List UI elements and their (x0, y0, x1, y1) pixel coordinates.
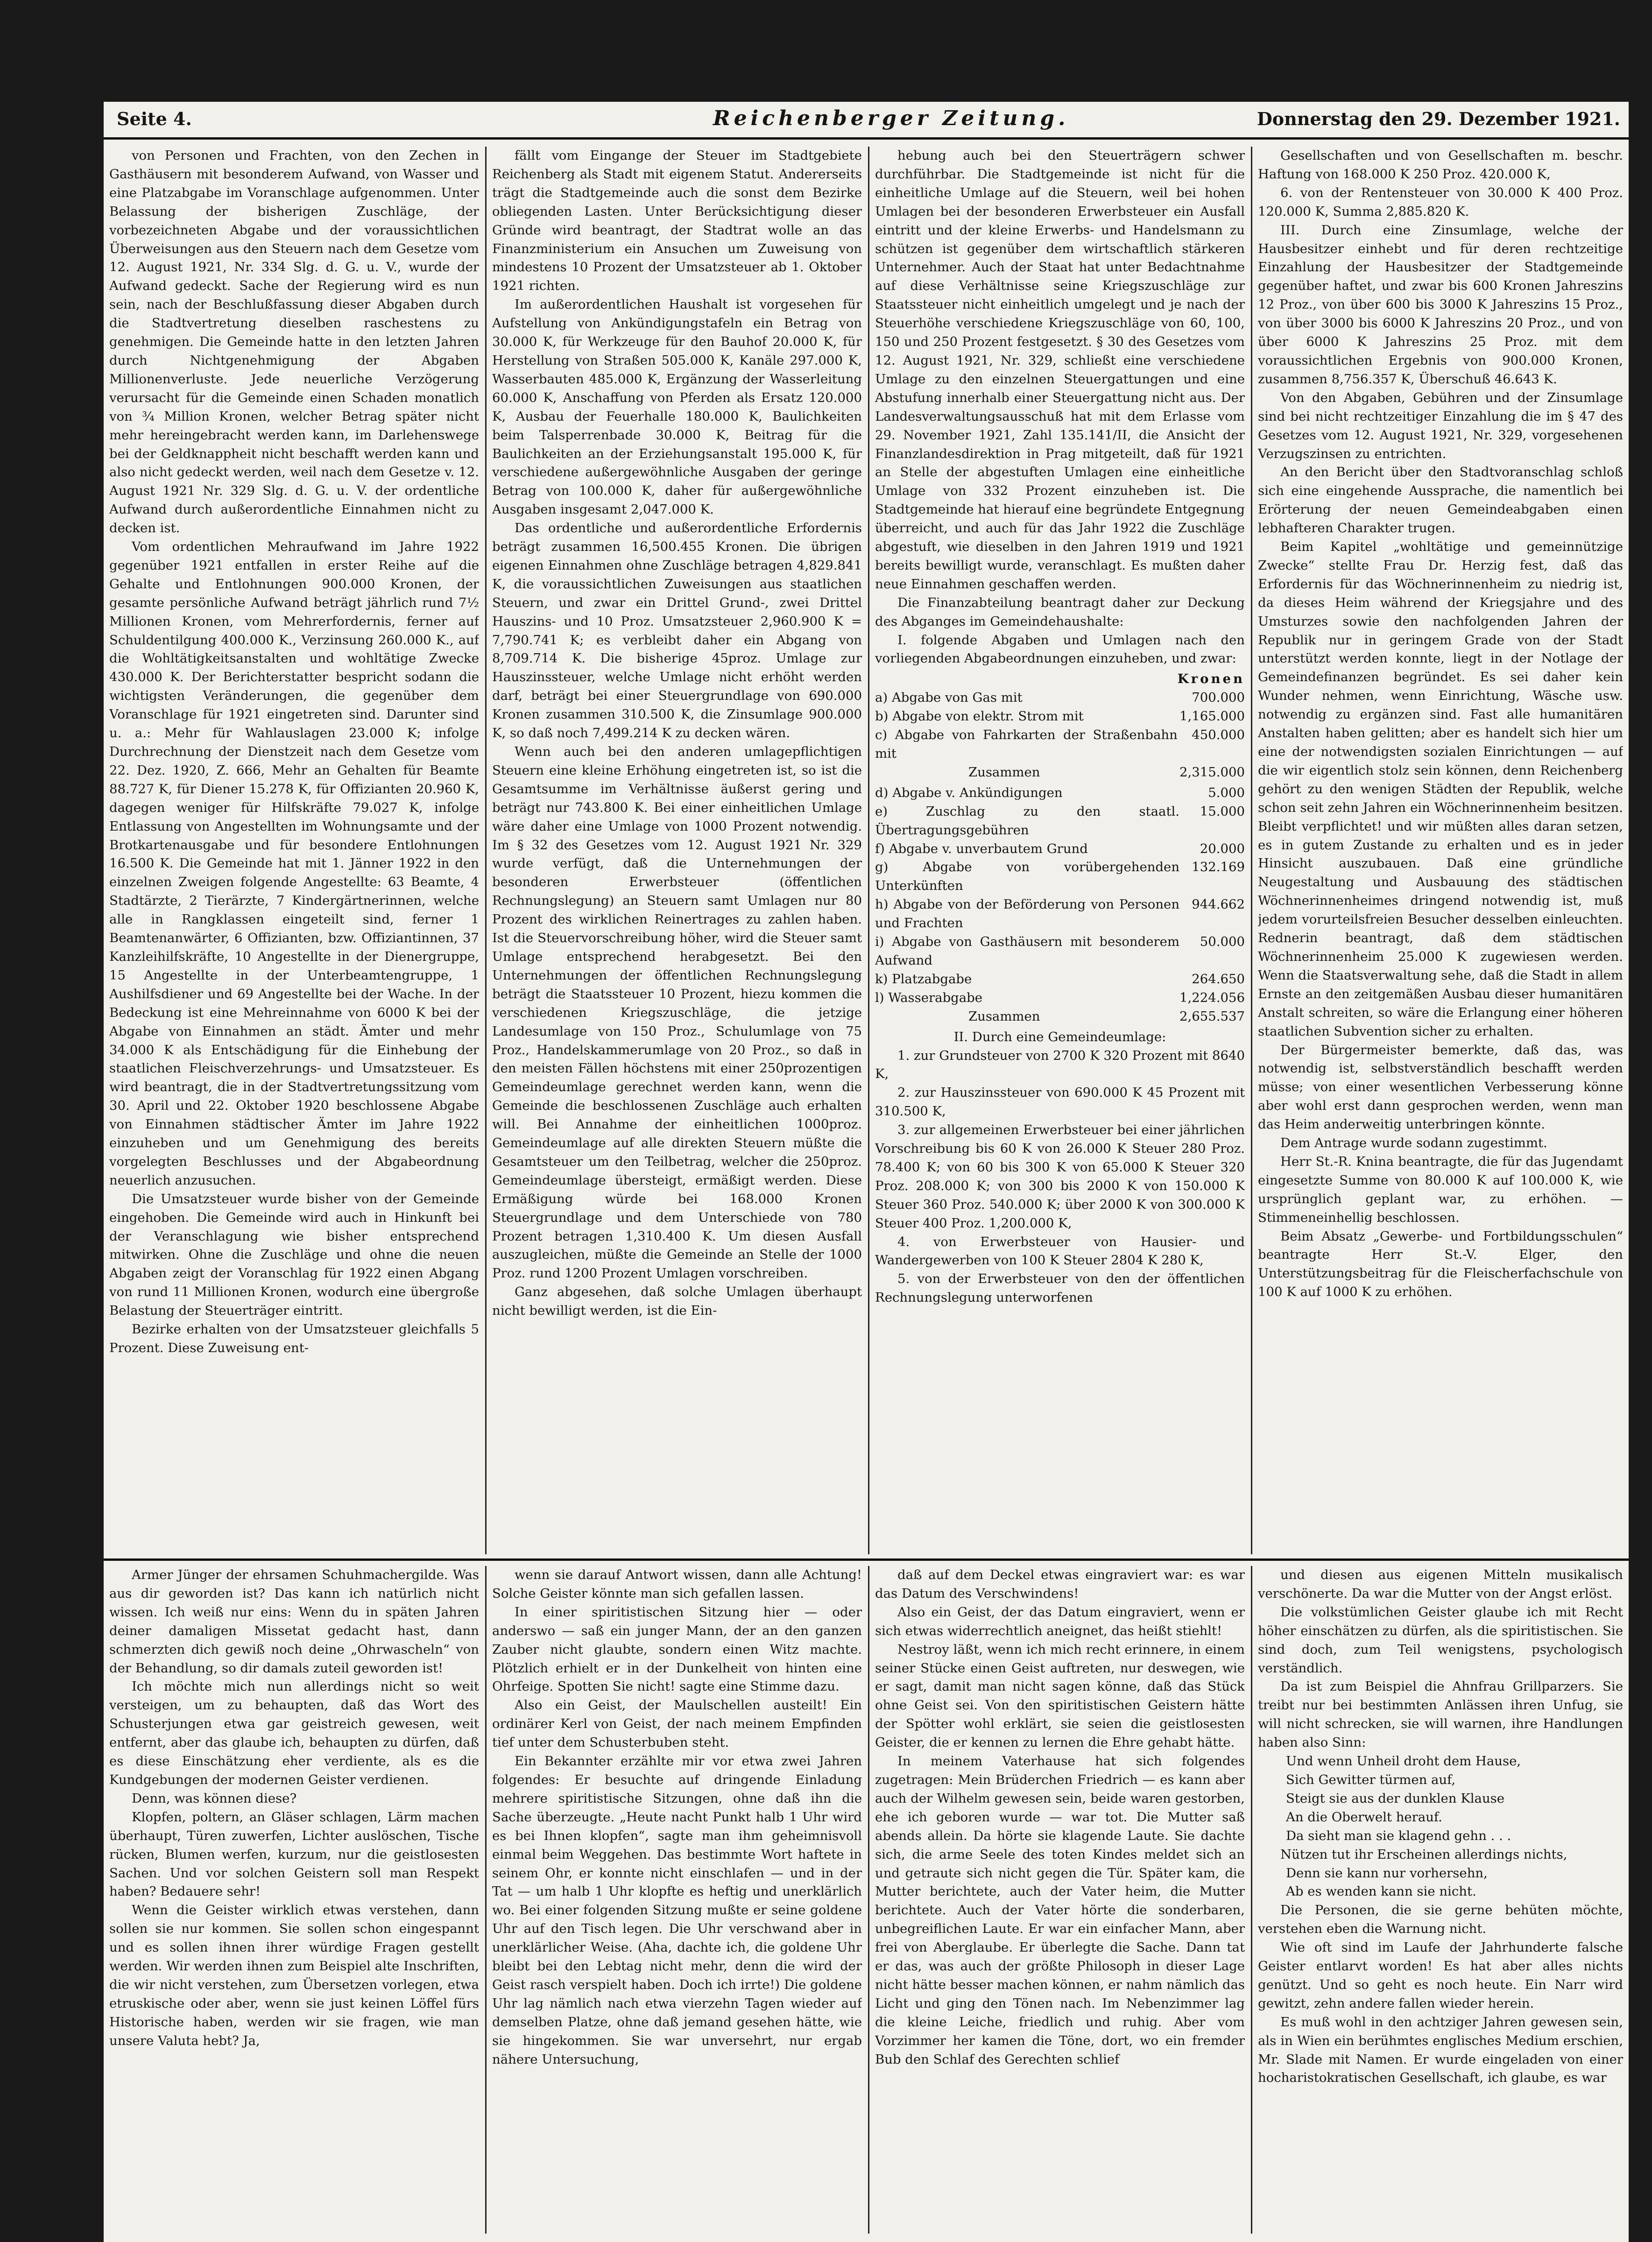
bottom-column-3 (875, 1566, 1245, 2234)
paragraph: Klopfen, poltern, an Gläser schlagen, Lärm machen überhaupt, Türen zuwerfen, Lichter auslöschen, Tische rücken, Blumen werfen, kurzum, nur die geistlosesten Sachen. Und vor solchen Geistern soll man Respekt haben? Bedauere sehr! (109, 1809, 479, 1899)
paragraph: Ganz abgesehen, daß solche Umlagen überhaupt nicht bewilligt werden, ist die Ein- (492, 1284, 862, 1318)
paragraph: Ich möchte mich nun allerdings nicht so weit versteigen, um zu behaupten, daß das Wort des Schusterjungen etwa gar geistreich gewesen, weit entfernt, aber das glaube ich, behaupten zu dürfen, daß es diese Einschätzung eher verdiente, als es die Kundgebungen der modernen Geister verdienen. (109, 1679, 479, 1787)
top-column-3 (875, 147, 1245, 1554)
page-header (104, 102, 1629, 130)
top-column-2 (492, 147, 862, 1554)
page-number: Seite 4. (117, 108, 192, 129)
table-row: f) Abgabe v. unverbautem Grund 20.000 (875, 841, 1245, 856)
table-row: b) Abgabe von elektr. Strom mit 1,165.000 (875, 709, 1245, 724)
table-row: c) Abgabe von Fahrkarten der Straßenbahn mit 450.000 (875, 727, 1245, 761)
list-item: 3. zur allgemeinen Erwerbsteuer bei einer jährlichen Vorschreibung bis 60 K von 26.000 K Steuer 280 Proz. 78.400 K; von 60 bis 300 K von 65.000 K Steuer 320 Proz. 208.000 K; von 300 bis 2000 K von 150.000 K Steuer 360 Proz. 540.000 K; über 2000 K von 300.000 K Steuer 400 Proz. 1,200.000 K, (875, 1122, 1245, 1231)
paragraph: I. folgende Abgaben und Umlagen nach den vorliegenden Abgabeordnungen einzuheben, und zwar: (875, 632, 1245, 666)
kronen-heading: Kronen (1177, 671, 1245, 687)
paragraph: Also ein Geist, der Maulschellen austeilt! Ein ordinärer Kerl von Geist, der nach meinem Empfinden tief unter dem Schusterbuben steht. (492, 1698, 862, 1750)
paragraph: Die Personen, die sie gerne behüten möchte, verstehen eben die Warnung nicht. (1258, 1903, 1623, 1937)
newspaper-page (104, 102, 1629, 2242)
paragraph: Nestroy läßt, wenn ich mich recht erinnere, in einem seiner Stücke einen Geist auftreten, nur deswegen, wie er sagt, damit man nicht sagen könne, daß das Stück ohne Geist sei. Von den spiritistischen Geistern hätte der Spötter wohl erklärt, sie seien die geistlosesten Geister, die er kennen zu lernen die Ehre gehabt hätte. (875, 1642, 1245, 1750)
paragraph: Von den Abgaben, Gebühren und der Zinsumlage sind bei nicht rechtzeitiger Einzahlung die im § 47 des Gesetzes vom 12. August 1921, Nr. 329, vorgesehenen Verzugszinsen zu entrichten. (1258, 390, 1623, 461)
bottom-column-2 (492, 1566, 862, 2234)
paragraph: Im außerordentlichen Haushalt ist vorgesehen für Aufstellung von Ankündigungstafeln ein Betrag von 30.000 K, für Werkzeuge für den Bauhof 20.000 K, für Herstellung von Straßen 505.000 K, Kanäle 297.000 K, Wasserbauten 485.000 K, Ergänzung der Wasserleitung 60.000 K, Anschaffung von Pferden als Ersatz 120.000 K, Ausbau der Feuerhalle 180.000 K, Baulichkeiten beim Talsperrenbade 30.000 K, Beitrag für die Baulichkeiten an der Erziehungsanstalt 195.000 K, für verschiedene außergewöhnliche Ausgaben der geringe Betrag von 100.000 K, daher für außergewöhnliche Ausgaben insgesamt 2,047.000 K. (492, 297, 862, 517)
paragraph: hebung auch bei den Steuerträgern schwer durchführbar. Die Stadtgemeinde ist nicht für die einheitliche Umlage auf die Steuern, weil bei hohen Umlagen bei der besonderen Erwerbsteuer ein Ausfall eintritt und der kleine Erwerbs- und Handelsmann zu schützen ist gegenüber dem wirtschaftlich stärkeren Unternehmer. Auch der Staat hat unter Bedachtnahme auf diese Verhältnisse seine Kriegszuschläge zur Staatssteuer nicht einheitlich umgelegt und je nach der Steuerhöhe verschiedene Kriegszuschläge von 60, 100, 150 und 250 Prozent festgesetzt. § 30 des Gesetzes vom 12. August 1921, Nr. 329, schließt eine verschiedene Umlage zu den einzelnen Steuergattungen und eine Abstufung innerhalb einer Steuergattung nicht aus. Der Landesverwaltungsausschuß hat mit dem Erlasse vom 29. November 1921, Zahl 135.141/II, die Ansicht der Finanzlandesdirektion in Prag mitgeteilt, daß für 1921 an Stelle der abgestuften Umlagen eine einheitliche Umlage von 332 Prozent einzuheben ist. Die Stadtgemeinde hat hierauf eine begründete Entgegnung überreicht, und auch für das Jahr 1922 die Zuschläge abgestuft, wie dieselben in den Jahren 1919 und 1921 bereits bewilligt wurde, veranschlagt. Es mußten daher neue Einnahmen geschaffen werden. (875, 148, 1245, 592)
paragraph: Wenn auch bei den anderen umlagepflichtigen Steuern eine kleine Erhöhung eingetreten ist, so ist die Gesamtsumme im Verhältnisse äußerst gering und beträgt nur 743.800 K. Bei einer einheitlichen Umlage wäre daher eine Umlage von 1000 Prozent notwendig. Im § 32 des Gesetzes vom 12. August 1921 Nr. 329 wurde verfügt, daß die Unternehmungen der besonderen Erwerbsteuer (öffentlichen Rechnungslegung) an Steuern samt Umlagen nur 80 Prozent des wirklichen Reinertrages zu zahlen haben. Ist die Steuervorschreibung höher, wird die Steuer samt Umlage entsprechend herabgesetzt. Bei den Unternehmungen der öffentlichen Rechnungslegung beträgt die Staatssteuer 10 Prozent, hiezu kommen die verschiedenen Kriegszuschläge, die jetzige Landesumlage von 150 Proz., Schulumlage von 75 Proz., Handelskammerumlage von 20 Proz., so daß in den meisten Fällen höchstens mit einer 250prozentigen Gemeindeumlage gerechnet werden kann, wenn die Gemeinde die beschlossenen Zuschläge auch erhalten will. Bei Annahme der einheitlichen 1000proz. Gemeindeumlage auf alle direkten Steuern müßte die Gesamtsteuer um den Teilbetrag, welcher die 250proz. Gemeindeumlage übersteigt, ermäßigt werden. Diese Ermäßigung würde bei 168.000 Kronen Steuergrundlage und dem Unterschiede von 780 Prozent betragen 1,310.400 K. Um diesen Ausfall auszugleichen, müßte die Gemeinde an Stelle der 1000 Proz. rund 1200 Prozent Umlagen vorschreiben. (492, 744, 862, 1281)
table-row: d) Abgabe v. Ankündigungen 5.000 (875, 785, 1245, 800)
list-item: 5. von der Erwerbsteuer von den der öffentlichen Rechnungslegung unterworfenen (875, 1271, 1245, 1305)
paragraph: An den Bericht über den Stadtvoranschlag schloß sich eine eingehende Aussprache, die namentlich bei Erörterung der neuen Gemeindeabgaben einen lebhafteren Charakter trugen. (1258, 465, 1623, 536)
paragraph: 6. von der Rentensteuer von 30.000 K 400 Proz. 120.000 K, Summa 2,885.820 K. (1258, 185, 1623, 219)
table-sum-row: Zusammen 2,655.537 (968, 1008, 1245, 1024)
section-heading: II. Durch eine Gemeindeumlage: (953, 1029, 1166, 1044)
paragraph: In meinem Vaterhause hat sich folgendes zugetragen: Mein Brüderchen Friedrich — es kann aber auch der Wilhelm gewesen sein, beide waren gestorben, ehe ich geboren wurde — war tot. Die Mutter saß abends allein. Da hörte sie klagende Laute. Sie dachte sich, die arme Seele des toten Kindes meldet sich an und getraute sich nicht gegen die Tür. Später kam, die Mutter berichtete, auch der Vater heim, die Mutter berichtete. Auch der Vater hörte die sonderbaren, unbegreiflichen Laute. Er war ein einfacher Mann, aber frei von Aberglaube. Er überlegte die Sache. Dann tat er das, was auch der größte Philosoph in dieser Lage nicht hätte besser machen können, er nahm nämlich das Licht und ging den Tönen nach. Im Nebenzimmer lag die kleine Leiche, friedlich und ruhig. Aber vom Vorzimmer her kamen die Töne, dort, wo ein fremder Bub den Schlaf des Gerechten schlief (875, 1754, 1245, 2067)
list-item: 2. zur Hauszinssteuer von 690.000 K 45 Prozent mit 310.500 K, (875, 1085, 1245, 1119)
poem-line: Steigt sie aus der dunklen Klause (1286, 1791, 1505, 1806)
paragraph: Beim Absatz „Gewerbe- und Fortbildungsschulen“ beantragte Herr St.-V. Elger, den Unterstützungsbeitrag für die Fleischerfachschule von 100 K auf 1000 K zu erhöhen. (1258, 1228, 1623, 1300)
paragraph: Die Umsatzsteuer wurde bisher von der Gemeinde eingehoben. Die Gemeinde wird auch in Hinkunft bei der Veranschlagung wie bisher entsprechend mitwirken. Ohne die Zuschläge und ohne die neuen Abgaben zeigt der Voranschlag für 1922 einen Abgang von rund 11 Millionen Kronen, wodurch eine übergroße Belastung der Steuerträger eintritt. (109, 1191, 479, 1318)
poem-line: Denn sie kann nur vorhersehn, (1286, 1865, 1488, 1881)
paragraph: Bezirke erhalten von der Umsatzsteuer gleichfalls 5 Prozent. Diese Zuweisung ent- (109, 1322, 479, 1355)
paragraph: Herr St.-R. Knina beantragte, die für das Jugendamt eingesetzte Summe von 80.000 K auf 100.000 K, wie ursprünglich geplant war, zu erhöhen. — Stimmeneinhellig beschlossen. (1258, 1154, 1623, 1225)
paragraph: Es muß wohl in den achtziger Jahren gewesen sein, als in Wien ein berühmtes englisches Medium erschien, Mr. Slade mit Namen. Er wurde eingeladen von einer hocharistokratischen Gesellschaft, ich glaube, es war (1258, 2014, 1623, 2086)
paragraph: Das ordentliche und außerordentliche Erfordernis beträgt zusammen 16,500.455 Kronen. Die übrigen eigenen Einnahmen ohne Zuschläge betragen 4,829.841 K, die voraussichtlichen Zuweisungen aus staatlichen Steuern, und zwar ein Drittel Grund-, zwei Drittel Hauszins- und 10 Proz. Umsatzsteuer 2,960.900 K = 7,790.741 K; es verbleibt daher ein Abgang von 8,709.714 K. Die bisherige 45proz. Umlage zur Hauszinssteuer, welche Umlage nicht erhöht werden darf, beträgt bei einer Steuergrundlage von 690.000 Kronen zusammen 310.500 K, die Zinsumlage 900.000 K, so daß noch 7,499.214 K zu decken wären. (492, 521, 862, 741)
paragraph: Gesellschaften und von Gesellschaften m. beschr. Haftung von 168.000 K 250 Proz. 420.000 K, (1258, 148, 1623, 182)
table-row: l) Wasserabgabe 1,224.056 (875, 990, 1245, 1005)
bottom-column-1 (109, 1566, 479, 2234)
levy-table-1 (875, 670, 1245, 782)
poem-line: Sich Gewitter türmen auf, (1286, 1772, 1456, 1787)
paragraph: fällt vom Eingange der Steuer im Stadtgebiete Reichenberg als Stadt mit eigenem Statut. Andererseits trägt die Stadtgemeinde auch die sonst dem Bezirke obliegenden Lasten. Unter Berücksichtigung dieser Gründe wird beantragt, der Stadtrat wolle an das Finanzministerium ein Ansuchen um Zuweisung von mindestens 10 Prozent der Umsatzsteuer ab 1. Oktober 1921 richten. (492, 148, 862, 294)
poem-line: An die Oberwelt herauf. (1286, 1809, 1442, 1825)
paragraph: Wie oft sind im Laufe der Jahrhunderte falsche Geister entlarvt worden! Es hat aber alles nichts genützt. Und so geht es noch heute. Ein Narr wird gewitzt, zehn andere fallen wieder herein. (1258, 1940, 1623, 2011)
paragraph: Vom ordentlichen Mehraufwand im Jahre 1922 gegenüber 1921 entfallen in erster Reihe auf die Gehalte und Entlohnungen 900.000 Kronen, der gesamte persönliche Aufwand beträgt jährlich rund 7½ Millionen Kronen, vom Mehrerfordernis, ferner auf Schuldentilgung 400.000 K., Verzinsung 260.000 K., auf die Wohltätigkeitsanstalten und wohltätige Zwecke 430.000 K. Der Berichterstatter bespricht sodann die wichtigsten Veränderungen, die gegenüber dem Voranschlage für 1921 eingetreten sind. Darunter sind u. a.: Mehr für Wahlauslagen 23.000 K; infolge Durchrechnung der Dienstzeit nach dem Gesetze vom 22. Dez. 1920, Z. 666, Mehr an Gehalten für Beamte 88.727 K, für Diener 15.278 K, für Offizianten 20.960 K, dagegen weniger für Hilfskräfte 79.027 K, infolge Entlassung von Angestellten im Wohnungsamte und der Brotkartenausgabe und für besondere Entlohnungen 16.500 K. Die Gemeinde hat mit 1. Jänner 1922 in den einzelnen Zweigen folgende Angestellte: 63 Beamte, 4 Stadtärzte, 2 Tierärzte, 7 Kindergärtnerinnen, welche alle in Rangklassen eingeteilt sind, ferner 1 Beamtenanwärter, 6 Offizianten, bzw. Offiziantinnen, 37 Kanzleihilfskräfte, 10 Angestellte in der Dienergruppe, 15 Angestellte in der Unterbeamtengruppe, 1 Aushilfsdiener und 69 Angestellte bei der Wache. In der Bedeckung ist eine Mehreinnahme von 6000 K bei der Abgabe von Einnahmen an städt. Ämter und mehr 34.000 K als Entschädigung für die Einhebung der staatlichen Fleischverzehrungs- und Umsatzsteuer. Es wird beantragt, die in der Stadtvertretungssitzung vom 30. April und 22. Oktober 1920 beschlossene Abgabe von Einnahmen städtischer Ämter im Jahre 1922 einzuheben und um Genehmigung des bereits vorgelegten Beschlusses und der Abgabeordnung neuerlich anzusuchen. (109, 539, 479, 1188)
list-item: 4. von Erwerbsteuer von Hausier- und Wandergewerben von 100 K Steuer 2804 K 280 K, (875, 1234, 1245, 1268)
paragraph: In einer spiritistischen Sitzung hier — oder anderswo — saß ein junger Mann, der an den ganzen Zauber nicht glaubte, sondern einen Witz machte. Plötzlich erhielt er in der Dunkelheit von hinten eine Ohrfeige. Spotten Sie nicht! sagte eine Stimme dazu. (492, 1604, 862, 1694)
paragraph: von Personen und Frachten, von den Zechen in Gasthäusern mit besonderem Aufwand, von Wasser und eine Platzabgabe im Voranschlage aufgenommen. Unter Belassung der bisherigen Zuschläge, der vorbezeichneten Abgabe und der voraussichtlichen Überweisungen aus den Steuern nach dem Gesetze vom 12. August 1921, Nr. 334 Slg. d. G. u. V., wurde der Aufwand gedeckt. Sache der Regierung wird es nun sein, nach der Beschlußfassung dieser Abgaben durch die Stadtvertretung dieselben raschestens zu genehmigen. Die Gemeinde hatte in den letzten Jahren durch Nichtgenehmigung der Abgaben Millionenverluste. Jede neuerliche Verzögerung verursacht für die Gemeinde einen Schaden monatlich von ¾ Million Kronen, welcher Betrag später nicht mehr hereingebracht werden kann, im Darlehenswege bei der Geldknappheit nicht beschafft werden kann und also nicht gedeckt werden, weil nach dem Gesetze v. 12. August 1921 Nr. 329 Slg. d. G. u. V. der ordentliche Aufwand durch außerordentliche Einnahmen nicht zu decken ist. (109, 148, 479, 536)
paragraph: Denn, was können diese? (132, 1791, 297, 1806)
top-column-4 (1258, 147, 1623, 1554)
section-rule (104, 1558, 1629, 1561)
poem-line: Da sieht man sie klagend gehn . . . (1286, 1828, 1511, 1843)
paragraph: Also ein Geist, der das Datum eingraviert, wenn er sich etwas widerrechtlich aneignet, das heißt stiehlt! (875, 1604, 1245, 1638)
paragraph: Beim Kapitel „wohltätige und gemeinnützige Zwecke“ stellte Frau Dr. Herzig fest, daß das Erfordernis für das Wöchnerinnenheim zu niedrig ist, da dieses Heim während der Kriegsjahre und des Umsturzes sowie den nachfolgenden Jahren der Republik nur in geringem Grade von der Stadt unterstützt werden konnte, liegt in der Notlage der Gemeindefinanzen begründet. Es sei daher kein Wunder nehmen, wenn Einrichtung, Wäsche usw. notwendig zu ergänzen sind. Fast alle humanitären Anstalten haben gelitten; aber es handelt sich hier um eine der notwendigsten sozialen Einrichtungen — auf die wir eigentlich stolz sein können, denn Reichenberg gehört zu den wenigen Städten der Republik, welche schon seit zehn Jahren ein Wöchnerinnenheim besitzen. Bleibt verpflichtet! und wir müßten alles daran setzen, es in gutem Zustande zu erhalten und es in jeder Hinsicht auszubauen. Daß eine gründliche Neugestaltung und Ausbauung des städtischen Wöchnerinnenheimes dringend notwendig ist, muß jedem vorurteilsfreien Besucher desselben einleuchten. Rednerin beantragt, daß dem städtischen Wöchnerinnenheim 25.000 K zugewiesen werden. Wenn die Staatsverwaltung sehe, daß die Stadt in allem Ernste an den zeitgemäßen Ausbau dieser humanitären Anstalt schreiten, so wäre die Erlangung einer höheren staatlichen Subvention sicher zu erhalten. (1258, 539, 1623, 1039)
paragraph: III. Durch eine Zinsumlage, welche der Hausbesitzer einhebt und für deren rechtzeitige Einzahlung der Hausbesitzer der Stadtgemeinde gegenüber haftet, und zwar bis 600 Kronen Jahreszins 12 Proz., von über 600 bis 3000 K Jahreszins 15 Proz., von über 3000 bis 6000 K Jahreszins 20 Proz., und von über 6000 K Jahreszins 25 Proz. mit dem voraussichtlichen Ergebnis von 900.000 Kronen, zusammen 8,756.357 K, Überschuß 46.643 K. (1258, 222, 1623, 387)
column-divider (868, 1566, 869, 2234)
paragraph: wenn sie darauf Antwort wissen, dann alle Achtung! Solche Geister könnte man sich gefallen lassen. (492, 1567, 862, 1601)
table-row: k) Platzabgabe 264.650 (875, 971, 1245, 987)
table-sum-row: Zusammen 2,315.000 (968, 764, 1245, 780)
table-row: a) Abgabe von Gas mit 700.000 (875, 690, 1245, 705)
paragraph: daß auf dem Deckel etwas eingraviert war: es war das Datum des Verschwindens! (875, 1567, 1245, 1601)
paragraph: Die volkstümlichen Geister glaube ich mit Recht höher einschätzen zu dürfen, als die spiritistischen. Sie sind doch, zum Teil wenigstens, psychologisch verständlich. (1258, 1604, 1623, 1676)
paragraph: Wenn die Geister wirklich etwas verstehen, dann sollen sie nur kommen. Sie sollen schon eingespannt und es sollen ihnen ihrer würdige Fragen gestellt werden. Wir werden ihnen zum Beispiel alte Inschriften, die wir nicht verstehen, zum Übersetzen vorlegen, etwa etruskische oder aber, wenn sie just keinen Löffel fürs Historische haben, werden wir sie fragen, wie man unsere Valuta hebt? Ja, (109, 1903, 479, 2048)
column-divider (1251, 147, 1252, 1554)
poem-line: Ab es wenden kann sie nicht. (1286, 1884, 1476, 1899)
table-row: e) Zuschlag zu den staatl. Übertragungsgebühren 15.000 (875, 804, 1245, 838)
table-row: h) Abgabe von der Beförderung von Personen und Frachten 944.662 (875, 897, 1245, 931)
column-divider (485, 1566, 487, 2234)
table-row: i) Abgabe von Gasthäusern mit besonderem Aufwand 50.000 (875, 934, 1245, 968)
table-row: g) Abgabe von vorübergehenden Unterkünften 132.169 (875, 860, 1245, 894)
paragraph: Die Finanzabteilung beantragt daher zur Deckung des Abganges im Gemeindehaushalte: (875, 595, 1245, 629)
bottom-column-4 (1258, 1566, 1623, 2234)
levy-table-2 (875, 784, 1245, 1026)
list-item: 1. zur Grundsteuer von 2700 K 320 Prozent mit 8640 K, (875, 1048, 1245, 1082)
paragraph: Ein Bekannter erzählte mir vor etwa zwei Jahren folgendes: Er besuchte auf dringende Einladung mehrere spiritistische Sitzungen, ohne daß ihn die Sache überzeugte. „Heute nacht Punkt halb 1 Uhr wird es bei Ihnen klopfen“, sagte man ihm geheimnisvoll einmal beim Weggehen. Das bestimmte Wort haftete in seinem Ohr, er konnte nicht einschlafen — und in der Tat — um halb 1 Uhr klopfte es heftig und unerklärlich wo. Bei einer folgenden Sitzung mußte er seine goldene Uhr auf den Tisch legen. Die Uhr verschwand aber in unerklärlicher Weise. (Aha, dachte ich, die goldene Uhr bleibt bei den Lebtag nicht mehr, denn die wird der Geist rasch verspielt haben. Doch ich irrte!) Die goldene Uhr lag nämlich nach etwa vierzehn Tagen wieder auf demselben Platze, ohne daß jemand gesehen hätte, wie sie hingekommen. Sie war unversehrt, nur ergab nähere Untersuchung, (492, 1754, 862, 2067)
header-rule (104, 137, 1629, 140)
column-divider (485, 147, 487, 1554)
column-divider (868, 147, 869, 1554)
top-column-1 (109, 147, 479, 1554)
paragraph: Nützen tut ihr Erscheinen allerdings nichts, (1280, 1847, 1567, 1862)
paragraph: Da ist zum Beispiel die Ahnfrau Grillparzers. Sie treibt nur bei bestimmten Anlässen ihren Unfug, sie will nicht schrecken, sie will warnen, ihre Handlungen haben also Sinn: (1258, 1679, 1623, 1750)
paragraph: Der Bürgermeister bemerkte, daß das, was notwendig ist, selbstverständlich beschafft werden müsse; von einer wesentlichen Verbesserung könne aber wohl erst dann gesprochen werden, wenn man das Heim anderweitig unterbringen könnte. (1258, 1042, 1623, 1132)
paragraph: Dem Antrage wurde sodann zugestimmt. (1280, 1135, 1547, 1151)
paragraph: und diesen aus eigenen Mitteln musikalisch verschönerte. Da war die Mutter von der Angst erlöst. (1258, 1567, 1623, 1601)
paragraph: Armer Jünger der ehrsamen Schuhmachergilde. Was aus dir geworden ist? Das kann ich natürlich nicht wissen. Ich weiß nur eins: Wenn du in späten Jahren deiner damaligen Missetat gedacht hast, dann schmerzten dich gewiß noch deine „Ohrwascheln“ von der Behandlung, so dir damals zuteil geworden ist! (109, 1567, 479, 1676)
column-divider (1251, 1566, 1252, 2234)
issue-date: Donnerstag den 29. Dezember 1921. (1257, 108, 1620, 129)
poem-line: Und wenn Unheil droht dem Hause, (1286, 1754, 1521, 1769)
masthead-title: Reichenberger Zeitung. (713, 106, 1069, 130)
